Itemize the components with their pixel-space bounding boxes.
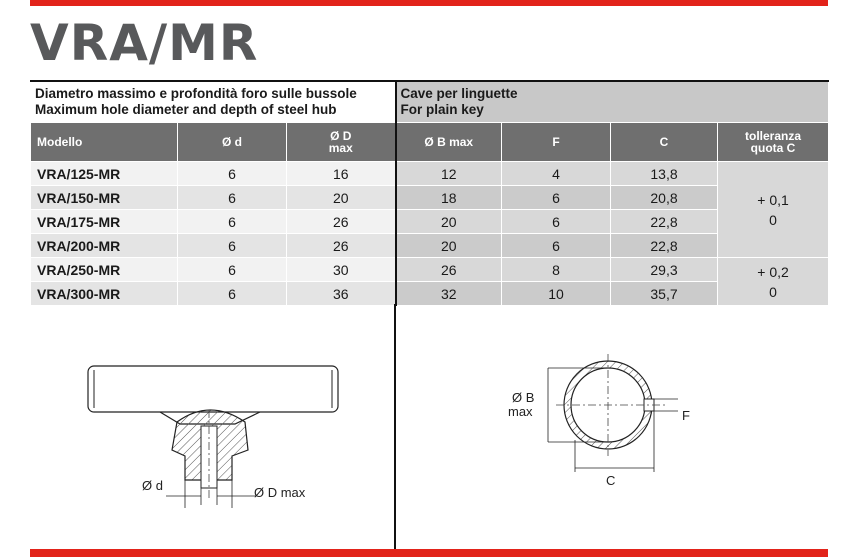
handwheel-section-drawing — [60, 340, 380, 510]
cell-F: 10 — [502, 282, 611, 306]
label-D-max: Ø D max — [254, 485, 306, 500]
cell-B: 26 — [396, 258, 502, 282]
wheel-rim-shape — [88, 366, 338, 412]
cell-B: 20 — [396, 234, 502, 258]
cell-F: 8 — [502, 258, 611, 282]
tol-2-line1: + 0,2 — [757, 263, 789, 280]
label-B: Ø B — [512, 390, 535, 405]
label-d: Ø d — [142, 478, 163, 493]
tol-1-line2: 0 — [769, 211, 777, 228]
section-left-line2: Maximum hole diameter and depth of steel hub — [35, 102, 337, 117]
cell-model: VRA/300-MR — [31, 282, 178, 306]
cell-model: VRA/175-MR — [31, 210, 178, 234]
label-F: F — [682, 408, 690, 423]
header-tol-line2: quota C — [750, 141, 796, 155]
table-row — [31, 258, 829, 282]
figure-divider — [394, 304, 396, 549]
tol-1-line1: + 0,1 — [757, 191, 789, 208]
label-B-max: max — [508, 404, 533, 419]
section-right-line2: For plain key — [400, 102, 484, 117]
cell-model: VRA/200-MR — [31, 234, 178, 258]
table-row — [31, 186, 829, 210]
header-modello: Modello — [31, 123, 178, 162]
cell-d: 6 — [178, 258, 287, 282]
cell-tolerance-2 — [718, 258, 829, 306]
header-F: F — [502, 123, 611, 162]
header-tolerance — [718, 123, 829, 162]
cell-C: 29,3 — [611, 258, 718, 282]
header-D-line2: max — [328, 141, 353, 155]
cell-F: 6 — [502, 234, 611, 258]
header-tol-line1: tolleranza — [745, 129, 802, 143]
header-d: Ø d — [178, 123, 287, 162]
cell-F: 6 — [502, 210, 611, 234]
cell-B: 20 — [396, 210, 502, 234]
cell-D: 26 — [287, 234, 396, 258]
cell-d: 6 — [178, 282, 287, 306]
cell-D: 16 — [287, 162, 396, 186]
cell-d: 6 — [178, 162, 287, 186]
header-D-line1: Ø D — [330, 129, 352, 143]
cell-model: VRA/250-MR — [31, 258, 178, 282]
cell-model: VRA/150-MR — [31, 186, 178, 210]
cell-B: 18 — [396, 186, 502, 210]
cell-d: 6 — [178, 210, 287, 234]
header-C: C — [611, 123, 718, 162]
section-plain-key — [396, 81, 829, 123]
top-red-bar — [30, 0, 828, 6]
cell-C: 13,8 — [611, 162, 718, 186]
cell-tolerance-1 — [718, 162, 829, 258]
table-row — [31, 162, 829, 186]
section-right-line1: Cave per linguette — [400, 86, 518, 101]
keyway-ring-drawing — [500, 350, 720, 500]
section-left-line1: Diametro massimo e profondità foro sulle bussole — [35, 86, 357, 101]
cell-D: 36 — [287, 282, 396, 306]
cell-model: VRA/125-MR — [31, 162, 178, 186]
cell-d: 6 — [178, 186, 287, 210]
cell-C: 22,8 — [611, 210, 718, 234]
table-row — [31, 282, 829, 306]
cell-d: 6 — [178, 234, 287, 258]
table-row — [31, 234, 829, 258]
cell-F: 6 — [502, 186, 611, 210]
cell-F: 4 — [502, 162, 611, 186]
label-C: C — [606, 473, 616, 488]
cell-B: 12 — [396, 162, 502, 186]
section-hole-diameter — [31, 81, 396, 123]
cell-D: 30 — [287, 258, 396, 282]
cell-D: 26 — [287, 210, 396, 234]
cell-D: 20 — [287, 186, 396, 210]
table-row — [31, 210, 829, 234]
header-D — [287, 123, 396, 162]
header-B: Ø B max — [396, 123, 502, 162]
page-title: VRA/MR — [30, 14, 259, 72]
cell-C: 35,7 — [611, 282, 718, 306]
cell-C: 22,8 — [611, 234, 718, 258]
spec-table — [30, 80, 829, 306]
cell-B: 32 — [396, 282, 502, 306]
bottom-red-bar — [30, 549, 828, 557]
tol-2-line2: 0 — [769, 283, 777, 300]
cell-C: 20,8 — [611, 186, 718, 210]
